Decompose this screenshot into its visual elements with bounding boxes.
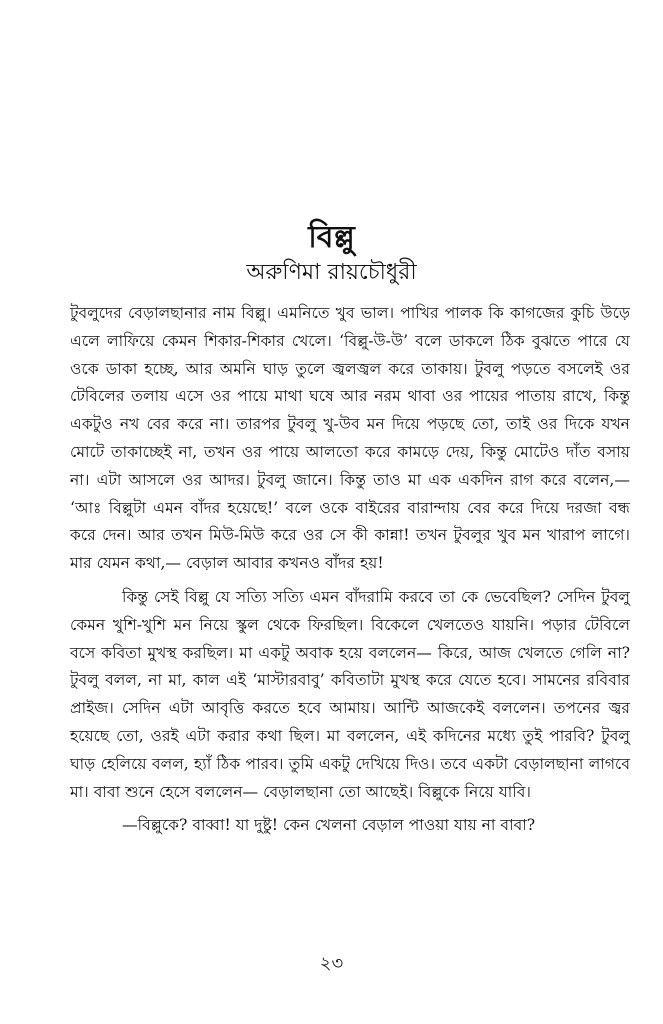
- paragraph-2: কিন্তু সেই বিল্লু যে সত্যি সত্যি এমন বাঁদরামি করবে তা কে ভেবেছিল? সেদিন টুবলু কেমন খুশি-খুশি মন নিয়ে স্কুল থেকে ফিরছিল। বিকেলে খেলতেও যায়নি। পড়ার টেবিলে বসে কবিতা মুখস্থ করছিল। মা একটু অবাক হয়ে বললেন— কিরে, আজ খেলতে গেলি না? টুবলু বলল, না মা, কাল এই ‘মাস্টারবাবু’ কবিতাটা মুখস্থ করে যেতে হবে। সামনের রবিবার প্রাইজ। সেদিন এটা আবৃত্তি করতে হবে আমায়। আন্টি আজকেই বললেন। তপনের জ্বর হয়েছে তো, ওরই এটা করার কথা ছিল। মা বললেন, এই কদিনের মধ্যে তুই পারবি? টুবলু ঘাড় হেলিয়ে বলল, হ্যাঁ ঠিক পারব। তুমি একটু দেখিয়ে দিও। তবে একটা বেড়ালছানা লাগবে মা। বাবা শুনে হেসে বললেন— বেড়ালছানা তো আছেই। বিল্লুকে নিয়ে যাবি।: [70, 587, 630, 801]
- story-body: [70, 300, 630, 846]
- author-name: অরুণিমা রায়চৌধুরী: [246, 260, 417, 285]
- page-number: ২৩: [319, 953, 344, 974]
- story-title: বিল্লু: [308, 220, 355, 255]
- paragraph-3: —বিল্লুকে? বাব্বা! যা দুষ্টু! কেন খেলনা বেড়াল পাওয়া যায় না বাবা?: [122, 816, 536, 835]
- paragraph-1: টুবলুদের বেড়ালছানার নাম বিল্লু। এমনিতে খুব ভাল। পাখির পালক কি কাগজের কুচি উড়ে এলে লাফিয়ে কেমন শিকার-শিকার খেলে। ‘বিল্লু-উ-উ’ বলে ডাকলে ঠিক বুঝতে পারে যে ওকে ডাকা হচ্ছে, আর অমনি ঘাড় তুলে জ্বলজ্বল করে তাকায়। টুবলু পড়তে বসলেই ওর টেবিলের তলায় এসে ওর পায়ে মাথা ঘষে আর নরম থাবা ওর পায়ের পাতায় রাখে, কিন্তু একটুও নখ বের করে না। তারপর টুবলু খু-উব মন দিয়ে পড়ছে তো, তাই ওর দিকে যখন মোটে তাকাচ্ছেই না, তখন ওর পায়ে আলতো করে কামড়ে দেয়, কিন্তু মোটেও দাঁত বসায় না। এটা আসলে ওর আদর। টুবলু জানে। কিন্তু তাও মা এক একদিন রাগ করে বলেন,— ‘আঃ বিল্লুটা এমন বাঁদর হয়েছে!’ বলে ওকে বাইরের বারান্দায় বের করে দিয়ে দরজা বন্ধ করে দেন। আর তখন মিউ-মিউ করে ওর সে কী কান্না! তখন টুবলুর খুব মন খারাপ লাগে। মার যেমন কথা,— বেড়াল আবার কখনও বাঁদর হয়!: [70, 304, 630, 573]
